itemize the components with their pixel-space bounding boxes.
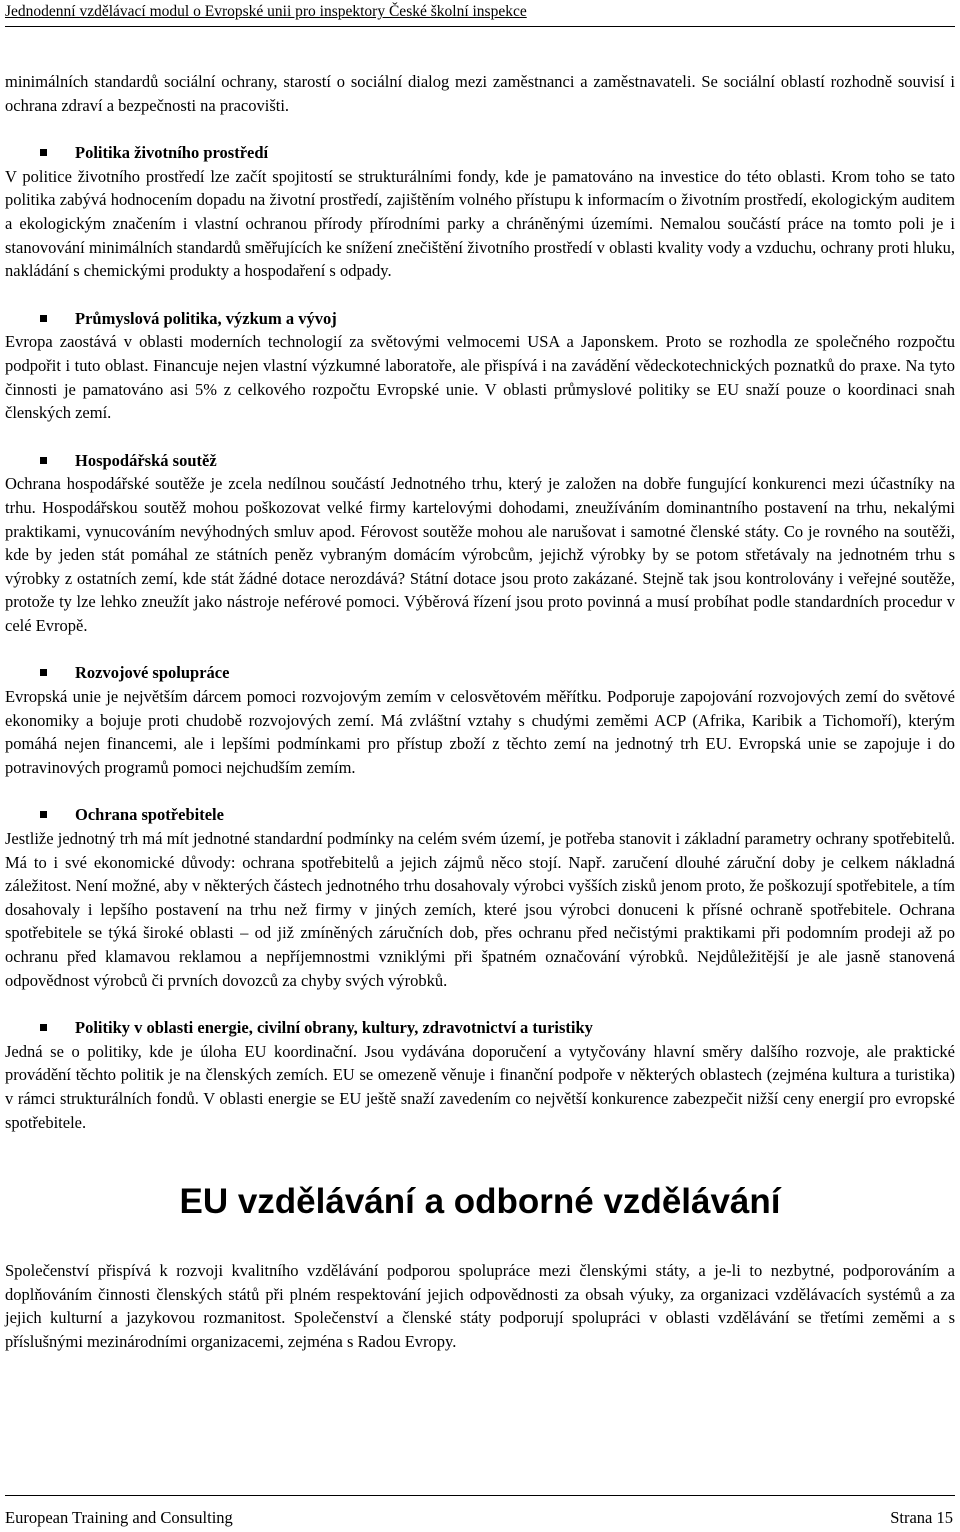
section-heading — [5, 449, 955, 473]
section-heading-text: Politiky v oblasti energie, civilní obrany, kultury, zdravotnictví a turistiky — [75, 1018, 593, 1038]
section-paragraph: Jedná se o politiky, kde je úloha EU koordinační. Jsou vydávána doporučení a vytyčovány hlavní směry dalšího rozvoje, ale praktické provádění těchto politik je na členských zemích. EU se omezeně věnuje i finanční podpoře v některých oblastech (zejména kultura a turistika) v rámci strukturálních fondů. V oblasti energie se EU ještě snaží zavedením co největší konkurence zabezpečit nižší ceny energií pro evropské spotřebitele. — [5, 1041, 955, 1132]
intro-paragraph: minimálních standardů sociální ochrany, starostí o sociální dialog mezi zaměstnanci a zaměstnavateli. Se sociální oblastí rozhodně souvisí i ochrana zdraví a bezpečnosti na pracovišti. — [5, 72, 955, 115]
final-paragraph: Společenství přispívá k rozvoji kvalitního vzdělávání podporou spolupráce mezi členskými státy, a je-li to nezbytné, podporováním a doplňováním činnosti členských států při plném respektování jejich odpovědnosti za obsah výuky, za organizaci vzdělávacích systémů a za jejich kulturní a jazykovou rozmanitost. Společenství a členské státy podporují spolupráci v oblasti vzdělávání se třetími zeměmi a s příslušnými mezinárodními organizacemi, zejména s Radou Evropy. — [5, 1261, 955, 1351]
section-heading — [5, 141, 955, 165]
square-bullet-icon — [40, 315, 47, 322]
section-industry — [5, 307, 955, 425]
section-heading — [5, 307, 955, 331]
section-environment — [5, 141, 955, 283]
section-paragraph: V politice životního prostředí lze začít spojitostí se strukturálními fondy, kde je pamatováno na investice do této oblasti. Krom toho se tato politika zabývá hodnocením dopadu na životní prostředí, zajištěním volného přístupu k informacím o životním prostředí, ekologickým auditem a ekologickým značením i vlastní ochranou přírody přírodními parky a chráněnými územími. Nemalou součástí práce na tomto poli je i stanovování minimálních standardů směřujících ke snížení znečištění životního prostředí v oblasti kvality vody a vzduchu, ochrany proti hluku, nakládání s chemickými produkty a hospodaření s odpady. — [5, 166, 955, 281]
section-heading — [5, 1016, 955, 1040]
square-bullet-icon — [40, 1024, 47, 1031]
section-competition — [5, 449, 955, 638]
square-bullet-icon — [40, 811, 47, 818]
section-heading-text: Politika životního prostředí — [75, 143, 269, 163]
section-development — [5, 661, 955, 779]
section-energy-culture — [5, 1016, 955, 1134]
section-heading-text: Rozvojové spolupráce — [75, 663, 230, 683]
big-heading: EU vzdělávání a odborné vzdělávání — [179, 1182, 781, 1222]
header-title: Jednodenní vzdělávací modul o Evropské unii pro inspektory České školní inspekce — [5, 3, 527, 20]
square-bullet-icon — [40, 149, 47, 156]
section-heading-text: Hospodářská soutěž — [75, 450, 217, 470]
content — [5, 70, 955, 1354]
section-heading — [5, 803, 955, 827]
square-bullet-icon — [40, 457, 47, 464]
section-heading — [5, 661, 955, 685]
section-paragraph: Evropa zaostává v oblasti moderních technologií za světovými velmocemi USA a Japonskem. Proto se rozhodla ze společného rozpočtu podpořit i tuto oblast. Financuje nejen vlastní výzkumné laboratoře, ale přispívá i na zavádění vědeckotechnických poznatků do praxe. Na tyto činnosti je pamatováno asi 5% z celkového rozpočtu Evropské unie. V oblasti průmyslové politiky se EU snaží pouze o koordinaci snah členských zemí. — [5, 332, 955, 423]
section-paragraph: Evropská unie je největším dárcem pomoci rozvojovým zemím v celosvětovém měřítku. Podporuje zapojování rozvojových zemí do světové ekonomiky a bojuje proti chudobě rozvojových zemí. Má zvláštní vztahy s chudými zeměmi ACP (Afrika, Karibik a Tichomoří), kterým pomáhá nejen financemi, ale i lepšími podmínkami pro přístup zboží z těchto zemí na jednotný trh EU. Evropská unie se zapojuje i do potravinových programů pomoci nejchudším zemím. — [5, 687, 955, 777]
section-consumer — [5, 803, 955, 992]
footer-page-number: Strana 15 — [890, 1508, 953, 1527]
page-footer — [5, 1495, 955, 1532]
section-paragraph: Ochrana hospodářské soutěže je zcela nedílnou součástí Jednotného trhu, který je založen na dobře fungující konkurenci mezi účastníky na trhu. Hospodářskou soutěž mohou poškozovat velké firmy kartelovými dohodami, zneužíváním dominantního postavení na trhu, nekalými praktikami, vynucováním nevýhodných smluv apod. Férovost soutěže mohou ale narušovat i samotné členské státy. Co je rovného na soutěži, kde by jeden stát pomáhal ze státních peněz vybraným domácím výrobcům, jejichž výrobky by se potom střetávaly na jednotném trhu s výrobky z ostatních zemí, kde stát žádné dotace nerozdává? Státní dotace jsou proto zakázané. Stejně tak jsou kontrolovány i veřejné soutěže, protože ty lze lehko zneužít jako nástroje neférové pomoci. Výběrová řízení jsou proto povinná a musí probíhat podle standardních procedur v celé Evropě. — [5, 474, 955, 635]
page-header — [5, 2, 955, 27]
section-paragraph: Jestliže jednotný trh má mít jednotné standardní podmínky na celém svém území, je potřeba stanovit i základní parametry ochrany spotřebitelů. Má to i své ekonomické důvody: ochrana spotřebitelů a jejich zájmů něco stojí. Např. zaručení dlouhé záruční doby je celkem nákladná záležitost. Není možné, aby v některých částech jednotného trhu dosahovaly výrobci vyšších zisků jenom proto, že poškozují spotřebitele, a tím dosahovaly i lepšího postavení na trhu než firmy v jiných zemích, které jsou výrobci donuceni k přísné ochraně spotřebitele. Ochrana spotřebitele se týká široké oblasti – od již zmíněných záručních dob, přes ochranu před nečistými praktikami při podomním prodeji až po ochranu před klamavou reklamou a nepříjemnostmi vzniklými při špatném označování výrobků. Nejdůležitější je ale jasně stanovená odpovědnost výrobců či prvních dovozců za chyby svých výrobků. — [5, 829, 955, 990]
section-heading-text: Průmyslová politika, výzkum a vývoj — [75, 308, 337, 328]
footer-company: European Training and Consulting — [5, 1508, 233, 1527]
section-heading-text: Ochrana spotřebitele — [75, 805, 224, 825]
square-bullet-icon — [40, 669, 47, 676]
